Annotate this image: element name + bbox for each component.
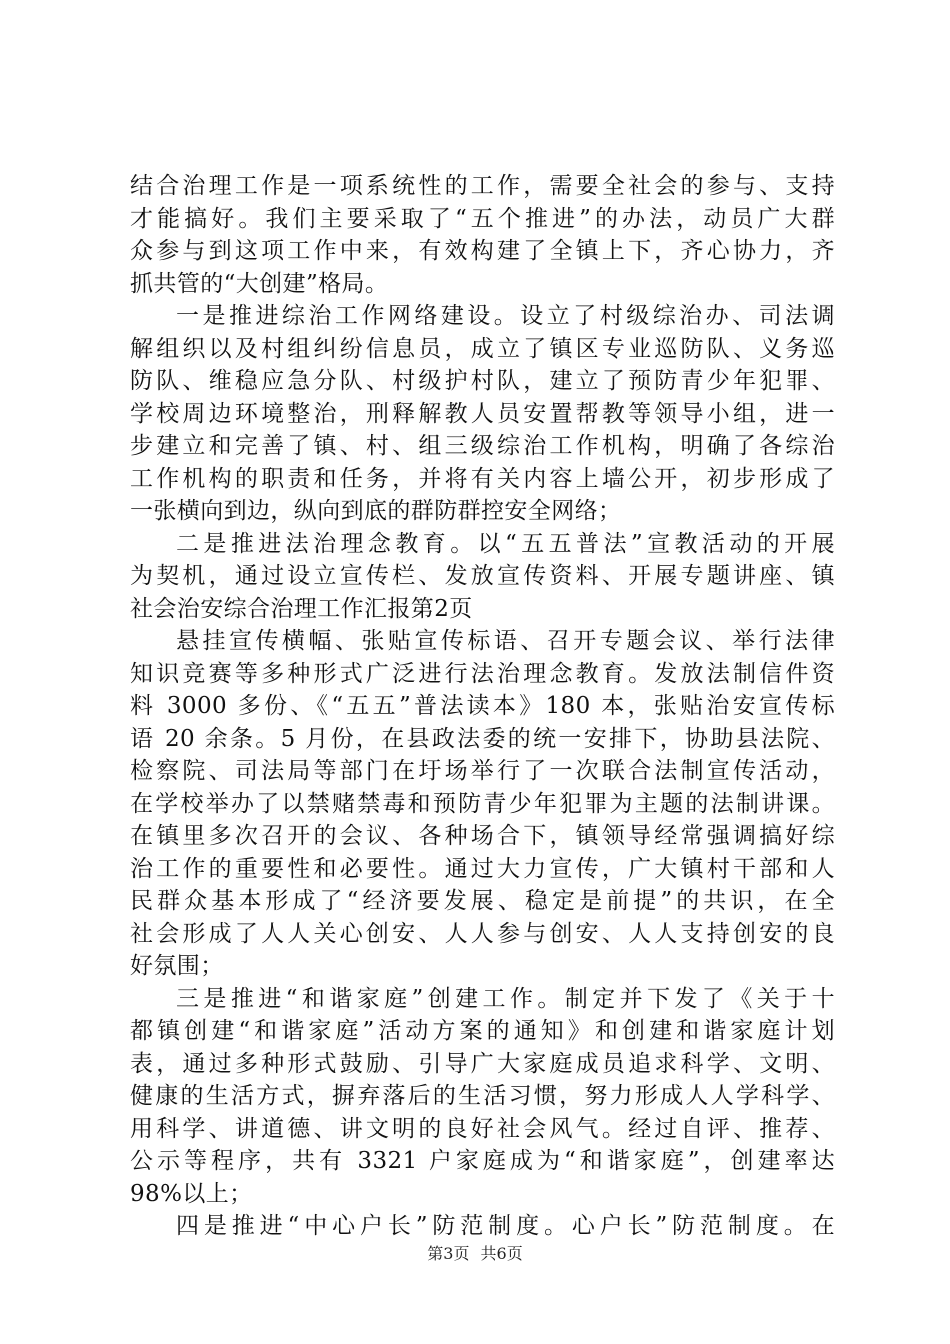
text-line: 在学校举办了以禁赌禁毒和预防青少年犯罪为主题的法制讲课。 [130, 790, 835, 817]
text-line: 一张横向到边，纵向到底的群防群控安全网络； [130, 498, 622, 524]
text-line: 社会形成了人人关心创安、人人参与创安、人人支持创安的良 [130, 920, 835, 947]
text-line: 治工作的重要性和必要性。通过大力宣传，广大镇村干部和人 [130, 855, 835, 882]
text-line: 解组织以及村组纠纷信息员，成立了镇区专业巡防队、义务巡 [130, 335, 835, 362]
text-line: 公示等程序，共有 3321 户家庭成为“和谐家庭”，创建率达 [130, 1148, 835, 1174]
text-line: 学校周边环境整治，刑释解教人员安置帮教等领导小组，进一 [130, 400, 835, 427]
text-line: 健康的生活方式，摒弃落后的生活习惯，努力形成人人学科学、 [130, 1083, 835, 1109]
text-line: 二是推进法治理念教育。以“五五普法”宣教活动的开展 [176, 530, 835, 557]
text-line: 为契机，通过设立宣传栏、发放宣传资料、开展专题讲座、镇 [130, 563, 835, 589]
text-line: 表，通过多种形式鼓励、引导广大家庭成员追求科学、文明、 [130, 1050, 835, 1077]
text-line: 社会治安综合治理工作汇报第2页 [130, 595, 473, 622]
text-line: 步建立和完善了镇、村、组三级综治工作机构，明确了各综治 [130, 433, 835, 459]
text-line: 知识竞赛等多种形式广泛进行法治理念教育。发放法制信件资 [130, 660, 835, 687]
text-line: 都镇创建“和谐家庭”活动方案的通知》和创建和谐家庭计划 [130, 1018, 835, 1044]
text-line: 料 3000 多份、《“五五”普法读本》180 本，张贴治安宣传标 [130, 693, 835, 719]
text-line: 才能搞好。我们主要采取了“五个推进”的办法，动员广大群 [130, 205, 835, 232]
text-line: 用科学、讲道德、讲文明的良好社会风气。经过自评、推荐、 [130, 1115, 835, 1142]
text-line: 工作机构的职责和任务，并将有关内容上墙公开，初步形成了 [130, 465, 835, 492]
text-line: 四是推进“中心户长”防范制度。心户长”防范制度。在 [176, 1213, 835, 1239]
text-line: 三是推进“和谐家庭”创建工作。制定并下发了《关于十 [176, 985, 835, 1012]
text-line: 悬挂宣传横幅、张贴宣传标语、召开专题会议、举行法律 [176, 628, 835, 654]
page-total: 共6页 [480, 1244, 523, 1263]
text-line: 语 20 余条。5 月份，在县政法委的统一安排下，协助县法院、 [130, 725, 835, 752]
text-line: 98%以上； [130, 1180, 253, 1207]
page-number: 第3页 [427, 1244, 470, 1263]
text-line: 一是推进综治工作网络建设。设立了村级综治办、司法调 [176, 303, 835, 329]
body-text [130, 170, 835, 1243]
text-line: 民群众基本形成了“经济要发展、稳定是前提”的共识，在全 [130, 888, 835, 914]
text-line: 结合治理工作是一项系统性的工作，需要全社会的参与、支持 [130, 173, 835, 199]
text-line: 抓共管的“大创建”格局。 [130, 270, 389, 297]
text-line: 检察院、司法局等部门在圩场举行了一次联合法制宣传活动， [130, 758, 835, 784]
text-line: 防队、维稳应急分队、村级护村队，建立了预防青少年犯罪、 [130, 368, 835, 394]
page-footer [0, 1244, 950, 1264]
text-line: 在镇里多次召开的会议、各种场合下，镇领导经常强调搞好综 [130, 823, 835, 849]
text-line: 好氛围； [130, 953, 224, 979]
text-line: 众参与到这项工作中来，有效构建了全镇上下，齐心协力，齐 [130, 238, 835, 264]
